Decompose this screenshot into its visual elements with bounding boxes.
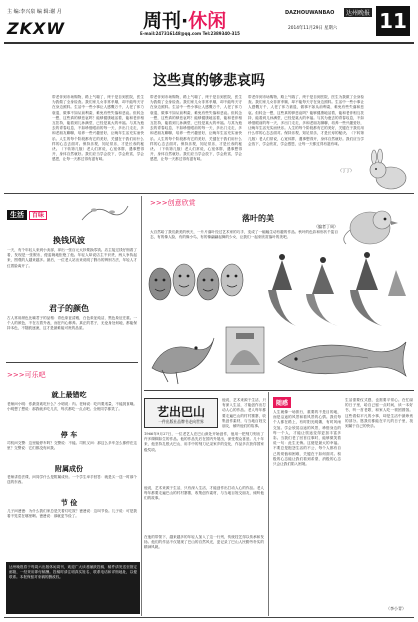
life-tag-main: 生活: [7, 210, 27, 220]
section-code: ZKXW: [7, 19, 65, 38]
joke1-body: 老师问小明：你最喜欢吃什么？小明说：肉。老师说：吃肉要适量，不能挑食哦。小明想了想说：那我就多吃几次，每次都吃一点点吧。全班同学都笑了。: [7, 402, 137, 412]
contact-line: E-mail:247316148@qq.com Tel:2389340-315: [140, 31, 240, 36]
leaf-faces-image: [144, 252, 254, 322]
column-divider-right: [268, 392, 269, 616]
bird-illustration: [336, 200, 406, 250]
leaf-fish-image: [272, 332, 412, 384]
header-rule: [4, 42, 414, 44]
art-title: 创意欣赏: [167, 199, 196, 207]
essay-tag: 随感: [273, 397, 291, 408]
essay-end-mark: （李小青）: [386, 606, 406, 611]
leaf-bird-image: [144, 328, 219, 388]
article3-body-col1: 1966年9月27日，一位老艺人在巴山深处开始创作，他用一把刻刀刻出了许多栩栩如生的作品。他的作品先后在国内外展出，深受观众喜爱。几十年来，他坚持扎根大巴山，用手中的刻刀记录家乡的变化，作品多次获得国家级奖项。: [144, 432, 264, 452]
joke3-title: 附属成份: [55, 465, 83, 473]
joke2-body: 司机问交警：这里能停车吗？交警说：不能。司机又问：那这么多车怎么都停在这里？交警说：它们都没有问我。: [7, 441, 137, 451]
article1-body-col2: 带老伴到市场购物，路上气喘了，终于是自到医院，医生为我做了全身检查。我们家儿女非常孝顺，却不能每天守在身边照料。生活中一些小事让人感慨万千，人老了体力衰退，做事不如从前利索，难免有些失落和悲哀。但转念一想，这些真的够悲哀吗？能够健康地活着，能和老伴相互扶持，能看到儿孙满堂，已经是莫大的幸福。与其为逝去的青春叹息，不如珍惜眼前的每一天，多出门走走，多和老朋友聊聊，培养一些兴趣爱好，让晚年生活充实而快乐。人生的每个阶段都有它的美好，关键在于我们用什么样的心态去面对。保持乐观，知足常乐，才是长寿的秘诀。（下转第几版）老人们常说，心宽体胖，遇事想得开，身体自然就好。我们应当学会放下，学会欣赏，学会感恩，让每一天都过得有滋有味。: [150, 95, 242, 162]
stamp-box: [144, 398, 218, 428]
art-caption: 大自然给了我们最美的秋天，一片片落叶经过艺术家的巧手，变成了一幅幅生动有趣的作品。秋叶的色彩和形状千姿百态，有的像人脸，有的像小鸟，有的像翩翩起舞的少女，让我们一起来欣赏落叶的美吧。: [150, 230, 338, 240]
article1-body-col3: 带老伴到市场购物，路上气喘了，终于是自到医院，医生为我做了全身检查。我们家儿女非常孝顺，却不能每天守在身边照料。生活中一些小事让人感慨万千，人老了体力衰退，做事不如从前利索，难免有些失落和悲哀。但转念一想，这些真的够悲哀吗？能够健康地活着，能和老伴相互扶持，能看到儿孙满堂，已经是莫大的幸福。与其为逝去的青春叹息，不如珍惜眼前的每一天，多出门走走，多和老朋友聊聊，培养一些兴趣爱好，让晚年生活充实而快乐。人生的每个阶段都有它的美好，关键在于我们用什么样的心态去面对。保持乐观，知足常乐，才是长寿的秘诀。（下转第几版）老人们常说，心宽体胖，遇事想得开，身体自然就好。我们应当学会放下，学会欣赏，学会感恩，让每一天都过得有滋有味。: [248, 95, 364, 146]
book-cover-image: [224, 325, 266, 375]
paper-logo: 达州晚报: [346, 10, 371, 17]
joke4-title: 节 俭: [60, 499, 78, 507]
rabbit-illustration: [366, 148, 412, 192]
article2-body: 一天，有个年轻人来到小卖部，拿出一张百元大钞要换零钱。店主接过钱仔细看了看，发现是一张假币，便委婉地拒绝了他。年轻人却说店主不识货，两人争执起来，围观的人越来越多。最后，一位老人站出来说明了假币的辨别方法，年轻人才红着脸离开了。: [7, 248, 137, 268]
article3-body-col2: 他说，艺术来源于生活，只有深入生活，才能创作出打动人心的作品。老人每年都要走遍巴山的村村寨寨，收集创作素材，与当地百姓交朋友，倾听他们的故事。: [222, 398, 266, 428]
joke2-title: 停 车: [60, 431, 78, 439]
article1-title: 这些真的够悲哀吗: [153, 73, 265, 89]
cola-arrows: >>>: [7, 371, 25, 379]
art-arrows: >>>: [150, 199, 168, 207]
article2-subtitle: 君子的颜色: [49, 304, 89, 313]
column-divider-left: [141, 196, 142, 616]
stamp-subtitle: 一件出版社品牌书走向世界: [158, 419, 204, 424]
masthead-a: 周刊: [143, 10, 182, 32]
masthead-b: 休闲: [188, 10, 227, 32]
art-subtitle: 落叶的美: [242, 214, 274, 223]
page-header: [0, 0, 418, 44]
masthead: [143, 6, 265, 32]
article2-body2: 古人常用颜色比喻君子的品格：青色象征清雅，白色象征纯洁，黑色象征庄重。一个人的颜色，不在衣着外表，而在内心修养。真正的君子，无论身处何地，都能保持本色，不随波逐流，这才是最难能可贵的品质。: [7, 316, 137, 331]
date-line: 2014年11月29日 星期六: [288, 26, 338, 31]
cola-section-title: [7, 370, 46, 380]
essay-body-col1: 人生就像一场旅行，重要的不是目的地，而是沿途的风景和看风景的心情。我们每个人都在路上，有时阳光明媚，有时风雨交加。学会欣赏沿途的风景，珍惜身边的每一个人，才能让旅途变得更加丰富多彩。当我们老了回首往事时，能够微笑着说一句：此生无悔。这便是最大的幸福。不要总是抱怨生活的不公，每个人都有自己的烦恼和困难，关键在于如何面对。积极的心态能让我们看到希望，消极的心态只会让我们陷入困境。: [273, 410, 341, 467]
article1-bottom-rule: [4, 193, 414, 194]
left-rule-1: [6, 362, 138, 363]
notice-box: [6, 562, 140, 614]
page-number: 11: [379, 9, 407, 33]
joke1-title: 就上最错吃: [51, 391, 87, 399]
essay-body-col2: 生活需要仪式感，也需要平常心。在忙碌的日子里，给自己留一点时间，读一本好书，听一首老歌，和家人吃一顿团圆饭。这些看似平凡的小事，却是生活中最珍贵的部分。愿我们都能在平凡的日子里，找到属于自己的快乐。: [345, 398, 413, 429]
notice-text: 达州晚报将于每周六出版休闲周刊，欢迎广大读者踊跃投稿，稿件请发送至指定邮箱，一经采用即付稿酬。投稿时请注明真实姓名、联系电话和详细地址，以便联系。本报保留对来稿的删改权。: [9, 565, 137, 580]
article2-title: 换钱风波: [53, 236, 85, 245]
article3-body3-col1: 在他的带领下，越来越多的年轻人加入了这一行列，传统技艺得以传承和发扬。他们的作品不仅展现了巴山的自然风光，更记录了巴山人民勤劳朴实的精神风貌。: [144, 535, 264, 550]
editors-line: 主 编:李兴泉 编 辑:谢 月: [7, 9, 62, 15]
page-number-box: [376, 6, 410, 36]
paper-name-en: DAZHOUWANBAO: [285, 10, 335, 16]
art-bottom-rule: [144, 390, 414, 391]
article3-body2-col1: 他说，艺术来源于生活，只有深入生活，才能创作出打动人心的作品。老人每年都要走遍巴山的村村寨寨，收集创作素材，与当地百姓交朋友，倾听他们的故事。: [144, 486, 264, 501]
leaf-dancers-image: [262, 250, 412, 330]
life-tag-sub: 百味: [29, 211, 47, 220]
article1-end-mark: （丁丁）: [338, 168, 354, 173]
art-section-header: [150, 198, 196, 208]
page-bottom-rule: [4, 617, 414, 618]
joke4-body: 儿子问爸爸：为什么我们家总是关着灯吃饭？爸爸说：这叫节俭。儿子说：可是我看不见菜在哪里啊。爸爸说：那就更节俭了。: [7, 509, 137, 519]
art-credit: （编者丁周）: [314, 224, 338, 229]
life-tag: [7, 210, 47, 222]
stamp-title: 艺出巴山: [156, 405, 205, 419]
cola-title: 可乐吧: [24, 371, 46, 379]
joke3-body: 老师讲语法课，问同学什么是附属成份。一个学生举手回答：就是买一送一时那个送的东西。: [7, 475, 137, 485]
article1-body-col1: 带老伴到市场购物，路上气喘了，终于是自到医院，医生为我做了全身检查。我们家儿女非常孝顺，却不能每天守在身边照料。生活中一些小事让人感慨万千，人老了体力衰退，做事不如从前利索，难免有些失落和悲哀。但转念一想，这些真的够悲哀吗？能够健康地活着，能和老伴相互扶持，能看到儿孙满堂，已经是莫大的幸福。与其为逝去的青春叹息，不如珍惜眼前的每一天，多出门走走，多和老朋友聊聊，培养一些兴趣爱好，让晚年生活充实而快乐。人生的每个阶段都有它的美好，关键在于我们用什么样的心态去面对。保持乐观，知足常乐，才是长寿的秘诀。（下转第几版）老人们常说，心宽体胖，遇事想得开，身体自然就好。我们应当学会放下，学会欣赏，学会感恩，让每一天都过得有滋有味。: [52, 95, 144, 162]
masthead-dot: ·: [181, 10, 189, 32]
vine-decoration: [80, 200, 130, 224]
